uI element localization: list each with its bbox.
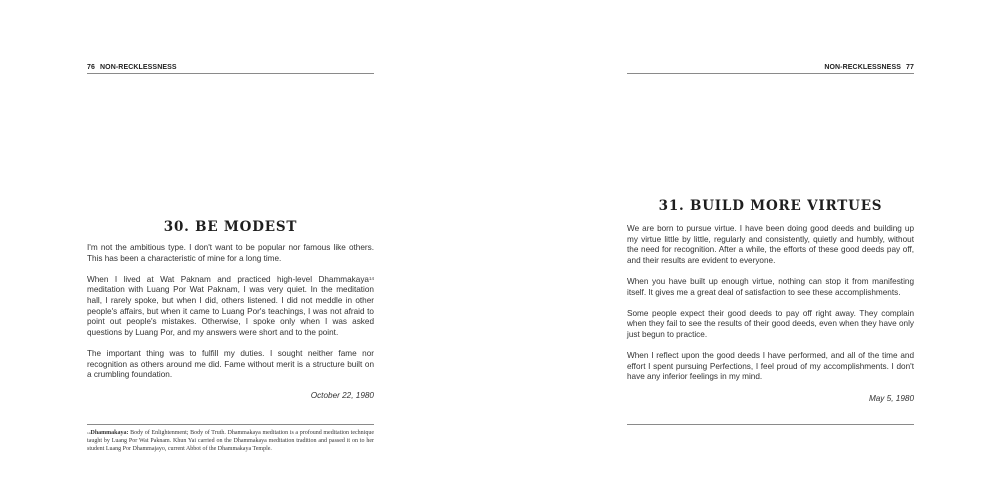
entry-date: May 5, 1980: [868, 393, 914, 403]
running-header: [627, 64, 914, 74]
chapter-body: [627, 224, 914, 404]
paragraph: The important thing was to fulfill my duties. I sought neither fame nor recognition as others around me did. Fame without merit is a structure built on a crumbling foundation.: [87, 348, 374, 380]
chapter-title: 31. BUILD MORE VIRTUES: [658, 198, 883, 214]
paragraph: We are born to pursue virtue. I have been doing good deeds and building up my virtue little by little, regularly and consistently, quietly and humbly, without the need for recognition. After a while, the efforts of these good deeds pay off, and their results are evident to everyone.: [627, 224, 914, 265]
running-header: [87, 64, 374, 74]
paragraph: I'm not the ambitious type. I don't want to be popular nor famous like others. This has been a characteristic of mine for a long time.: [87, 243, 374, 263]
footnote-marker: 14: [87, 431, 91, 435]
page-number: 77: [906, 64, 914, 71]
footnote-reference: 14: [368, 275, 374, 281]
paragraph: [87, 275, 374, 339]
page-number: 76: [87, 64, 95, 71]
entry-date: October 22, 1980: [310, 391, 374, 401]
footnote-term: Dhammakaya:: [90, 430, 129, 436]
running-head-title: NON-RECKLESSNESS: [100, 64, 177, 71]
paragraph: When you have built up enough virtue, nothing can stop it from manifesting itself. It gives me a great deal of satisfaction to see these accomplishments.: [627, 276, 914, 297]
paragraph: Some people expect their good deeds to pay off right away. They complain when they fail to see the results of their good deeds, even when they have only just begun to practice.: [627, 308, 914, 339]
chapter-title: 30. BE MODEST: [163, 219, 298, 235]
paragraph-text: When I lived at Wat Paknam and practiced high-level Dhammakaya: [87, 274, 369, 284]
footnote-text: Body of Enlightenment; Body of Truth. Dhammakaya meditation is a profound meditation technique taught by Luang Por Wat Paknam. Khun Yai carried on the Dhammakaya meditation tradition and passed it on to her student Luang Por Dhammajayo, current Abbot of the Dhammakaya Temple.: [87, 430, 374, 453]
footnote: [87, 429, 374, 454]
paragraph: When I reflect upon the good deeds I have performed, and all of the time and effort I spent pursuing Perfections, I feel proud of my accomplishments. I don't have any inferior feelings in my mind.: [627, 351, 914, 382]
right-page: [500, 0, 1000, 500]
bottom-divider: [627, 424, 914, 425]
footnote-divider: [87, 424, 374, 425]
running-head-title: NON-RECKLESSNESS: [824, 64, 901, 71]
chapter-body: [87, 243, 374, 402]
paragraph-text: meditation with Luang Por Wat Paknam, I was very quiet. In the meditation hall, I rarely spoke, but when I did, others listened. I did not meddle in other people's affairs, but when it came to Luang Por's teachings, I was not afraid to point out people's mistakes. Otherwise, I spoke only when I was asked questions by Luang Por, and my answers were short and to the point.: [87, 285, 374, 337]
